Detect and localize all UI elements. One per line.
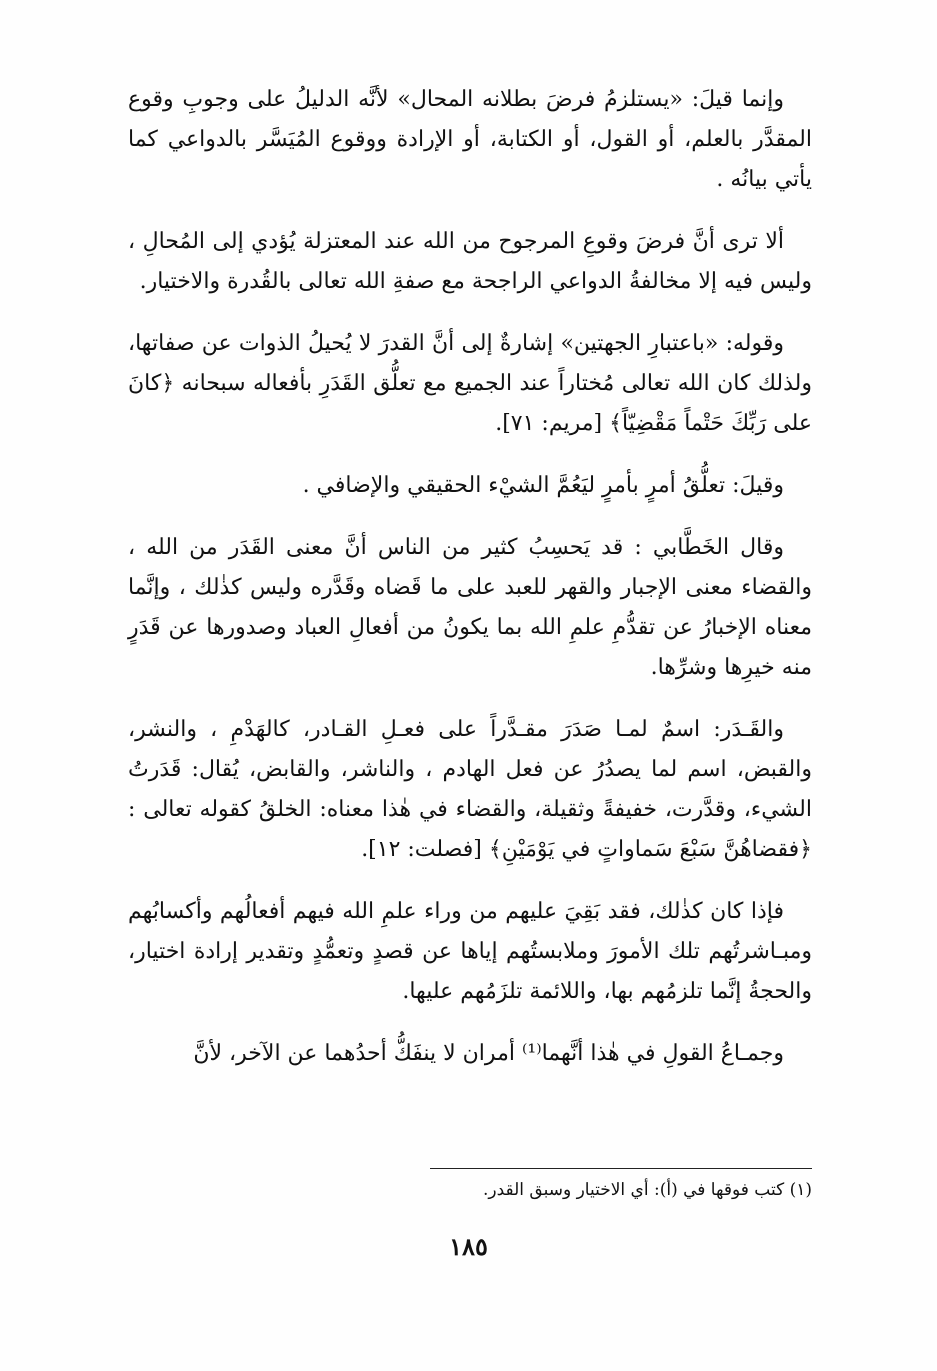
paragraph-1: وإنما قيلَ: «يستلزمُ فرضَ بطلانه المحال» لأنَّه الدليلُ على وجوبِ وقوع المقدَّر بالعلم، أو القول، أو الكتابة، أو الإرادة ووقوع المُيَسَّر بالدواعي كما يأتي بيانُه . — [128, 87, 812, 192]
paragraph-7: فإذا كان كذٰلك، فقد بَقِيَ عليهم من وراء علمِ الله فيهم أفعالُهم وأكسابُهم ومبـاشرتُهم تلك الأمورَ وملابستُهم إياها عن قصدٍ وتعمُّدٍ وتقدير إرادة اختيار، والحجةُ إنَّما تلزمُهم بها، واللائمة تلزَمُهم عليها. — [128, 899, 812, 1004]
paragraph-5: وقال الخَطَّابي : قد يَحسِبُ كثير من الناس أنَّ معنى القَدَر من الله ، والقضاء معنى الإجبار والقهر للعبد على ما قَضاه وقَدَّره وليس كذٰلك ، وإنَّما معناه الإخبارُ عن تقدُّمِ علمِ الله بما يكونُ من أفعالِ العباد وصدورها عن قَدَرٍ منه خيرِها وشرِّها. — [128, 535, 812, 680]
paragraph-8: وجمـاعُ القولِ في هٰذا أنَّهما⁽¹⁾ أمران لا ينفَكُّ أحدُهما عن الآخر، لأنَّ — [193, 1041, 784, 1066]
main-text — [128, 80, 812, 1096]
paragraph-6: والقَـدَر: اسمٌ لمـا صَدَرَ مقـدَّراً على فعـلِ القـادر، كالهَدْمِ ، والنشر، والقبض، اسم لما يصدُرُ عن فعل الهادم ، والناشر، والقابض، يُقال: قَدَرتُ الشيء، وقدَّرت، خفيفةً وثقيلة، والقضاء في هٰذا معناه: الخلقُ كقوله تعالى : ﴿فقضاهُنَّ سَبْعَ سَماواتٍ في يَوْمَيْنِ﴾ [فصلت: ١٢]. — [128, 717, 812, 862]
paragraph-2: ألا ترى أنَّ فرضَ وقوعِ المرجوح من الله عند المعتزلة يُؤدي إلى المُحالِ ، وليس فيه إلا مخالفةُ الدواعي الراجحة مع صفةِ الله تعالى بالقُدرة والاختيار. — [128, 229, 812, 294]
footnote: (١) كتب فوقها في (أ): أي الاختيار وسبق القدر. — [482, 1180, 812, 1200]
page-number: ١٨٥ — [449, 1232, 488, 1261]
footnote-divider — [430, 1168, 812, 1169]
paragraph-4: وقيلَ: تعلُّقُ أمرٍ بأمرٍ ليَعُمَّ الشيْء الحقيقي والإضافي . — [302, 473, 784, 498]
paragraph-3: وقوله: «باعتبارِ الجهتين» إشارةٌ إلى أنَّ القدرَ لا يُحيلُ الذوات عن صفاتها، ولذلك كان الله تعالى مُختاراً عند الجميع مع تعلُّق القَدَرِ بأفعاله سبحانه ﴿كانَ على رَبِّكَ حَتْماً مَقْضِيّاً﴾ [مريم: ٧١]. — [128, 331, 812, 436]
